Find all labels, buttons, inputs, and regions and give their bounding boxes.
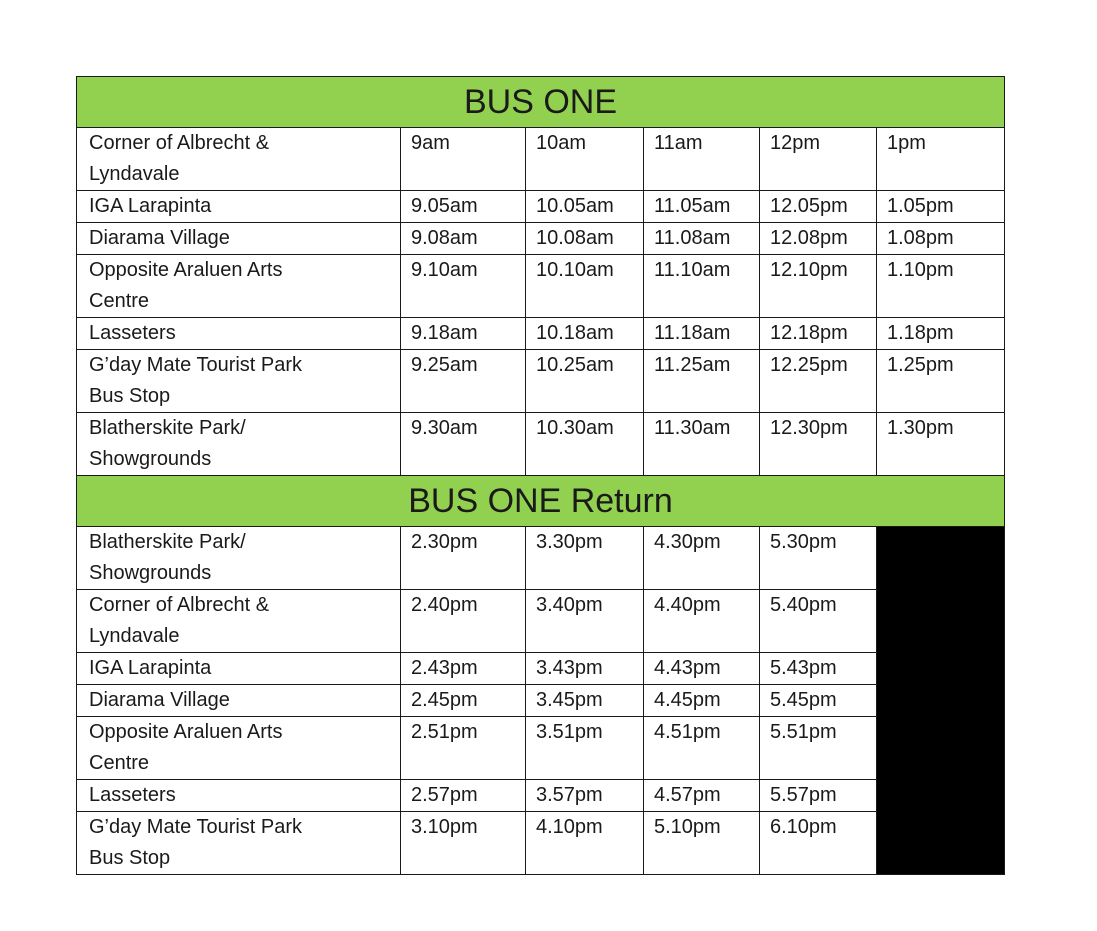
departure-time: 12pm xyxy=(760,128,877,191)
departure-time: 2.43pm xyxy=(401,653,526,685)
departure-time: 10.30am xyxy=(526,413,644,476)
departure-time: 5.10pm xyxy=(644,812,760,875)
table-row xyxy=(77,653,1005,685)
departure-time: 12.30pm xyxy=(760,413,877,476)
departure-time: 10.08am xyxy=(526,223,644,255)
departure-time: 11.08am xyxy=(644,223,760,255)
departure-time: 4.40pm xyxy=(644,590,760,653)
departure-time: 11.18am xyxy=(644,318,760,350)
departure-time: 4.57pm xyxy=(644,780,760,812)
departure-time: 10.10am xyxy=(526,255,644,318)
departure-time: 3.45pm xyxy=(526,685,644,717)
table-row xyxy=(77,255,1005,318)
departure-time: 9.05am xyxy=(401,191,526,223)
departure-time: 3.30pm xyxy=(526,527,644,590)
departure-time: 4.43pm xyxy=(644,653,760,685)
departure-time: 1.08pm xyxy=(877,223,1005,255)
stop-name: Blatherskite Park/ Showgrounds xyxy=(77,413,401,476)
departure-time: 12.25pm xyxy=(760,350,877,413)
table-row xyxy=(77,350,1005,413)
departure-time: 1.25pm xyxy=(877,350,1005,413)
departure-time: 12.18pm xyxy=(760,318,877,350)
bus-one-return-section xyxy=(77,476,1005,875)
departure-time: 10.25am xyxy=(526,350,644,413)
departure-time: 3.57pm xyxy=(526,780,644,812)
departure-time: 4.45pm xyxy=(644,685,760,717)
table-row xyxy=(77,128,1005,191)
departure-time: 3.43pm xyxy=(526,653,644,685)
departure-time: 2.40pm xyxy=(401,590,526,653)
stop-name: G’day Mate Tourist Park Bus Stop xyxy=(77,812,401,875)
departure-time: 2.45pm xyxy=(401,685,526,717)
table-row xyxy=(77,191,1005,223)
stop-name: Corner of Albrecht & Lyndavale xyxy=(77,128,401,191)
bus-one-section xyxy=(77,77,1005,476)
departure-time: 11.05am xyxy=(644,191,760,223)
departure-time: 3.51pm xyxy=(526,717,644,780)
stop-name: Blatherskite Park/ Showgrounds xyxy=(77,527,401,590)
bus-timetable xyxy=(76,76,1005,875)
departure-time: 10.05am xyxy=(526,191,644,223)
table-row xyxy=(77,590,1005,653)
departure-time: 11.25am xyxy=(644,350,760,413)
departure-time: 12.05pm xyxy=(760,191,877,223)
departure-time: 1pm xyxy=(877,128,1005,191)
departure-time: 9.10am xyxy=(401,255,526,318)
blank-black-cell xyxy=(877,527,1005,875)
departure-time: 11.10am xyxy=(644,255,760,318)
table-row xyxy=(77,685,1005,717)
departure-time: 10.18am xyxy=(526,318,644,350)
departure-time: 2.57pm xyxy=(401,780,526,812)
stop-name: IGA Larapinta xyxy=(77,191,401,223)
stop-name: Opposite Araluen Arts Centre xyxy=(77,255,401,318)
departure-time: 1.18pm xyxy=(877,318,1005,350)
departure-time: 5.57pm xyxy=(760,780,877,812)
departure-time: 1.05pm xyxy=(877,191,1005,223)
departure-time: 3.10pm xyxy=(401,812,526,875)
stop-name: Diarama Village xyxy=(77,685,401,717)
table-row xyxy=(77,223,1005,255)
departure-time: 4.30pm xyxy=(644,527,760,590)
table-row xyxy=(77,527,1005,590)
table-row xyxy=(77,318,1005,350)
bus-one-return-header-row xyxy=(77,476,1005,527)
departure-time: 5.43pm xyxy=(760,653,877,685)
table-row xyxy=(77,812,1005,875)
table-row xyxy=(77,717,1005,780)
departure-time: 1.10pm xyxy=(877,255,1005,318)
departure-time: 4.10pm xyxy=(526,812,644,875)
stop-name: IGA Larapinta xyxy=(77,653,401,685)
departure-time: 6.10pm xyxy=(760,812,877,875)
departure-time: 5.45pm xyxy=(760,685,877,717)
departure-time: 3.40pm xyxy=(526,590,644,653)
departure-time: 1.30pm xyxy=(877,413,1005,476)
departure-time: 9.08am xyxy=(401,223,526,255)
table-row xyxy=(77,413,1005,476)
departure-time: 11am xyxy=(644,128,760,191)
stop-name: Corner of Albrecht & Lyndavale xyxy=(77,590,401,653)
departure-time: 5.51pm xyxy=(760,717,877,780)
stop-name: Lasseters xyxy=(77,318,401,350)
stop-name: Opposite Araluen Arts Centre xyxy=(77,717,401,780)
departure-time: 9am xyxy=(401,128,526,191)
departure-time: 5.30pm xyxy=(760,527,877,590)
departure-time: 11.30am xyxy=(644,413,760,476)
stop-name: Diarama Village xyxy=(77,223,401,255)
table-row xyxy=(77,780,1005,812)
departure-time: 9.25am xyxy=(401,350,526,413)
departure-time: 5.40pm xyxy=(760,590,877,653)
departure-time: 10am xyxy=(526,128,644,191)
bus-one-return-title: BUS ONE Return xyxy=(77,476,1005,527)
departure-time: 9.30am xyxy=(401,413,526,476)
departure-time: 4.51pm xyxy=(644,717,760,780)
departure-time: 9.18am xyxy=(401,318,526,350)
departure-time: 12.08pm xyxy=(760,223,877,255)
departure-time: 12.10pm xyxy=(760,255,877,318)
stop-name: G’day Mate Tourist Park Bus Stop xyxy=(77,350,401,413)
stop-name: Lasseters xyxy=(77,780,401,812)
bus-one-header-row xyxy=(77,77,1005,128)
departure-time: 2.51pm xyxy=(401,717,526,780)
departure-time: 2.30pm xyxy=(401,527,526,590)
bus-one-title: BUS ONE xyxy=(77,77,1005,128)
